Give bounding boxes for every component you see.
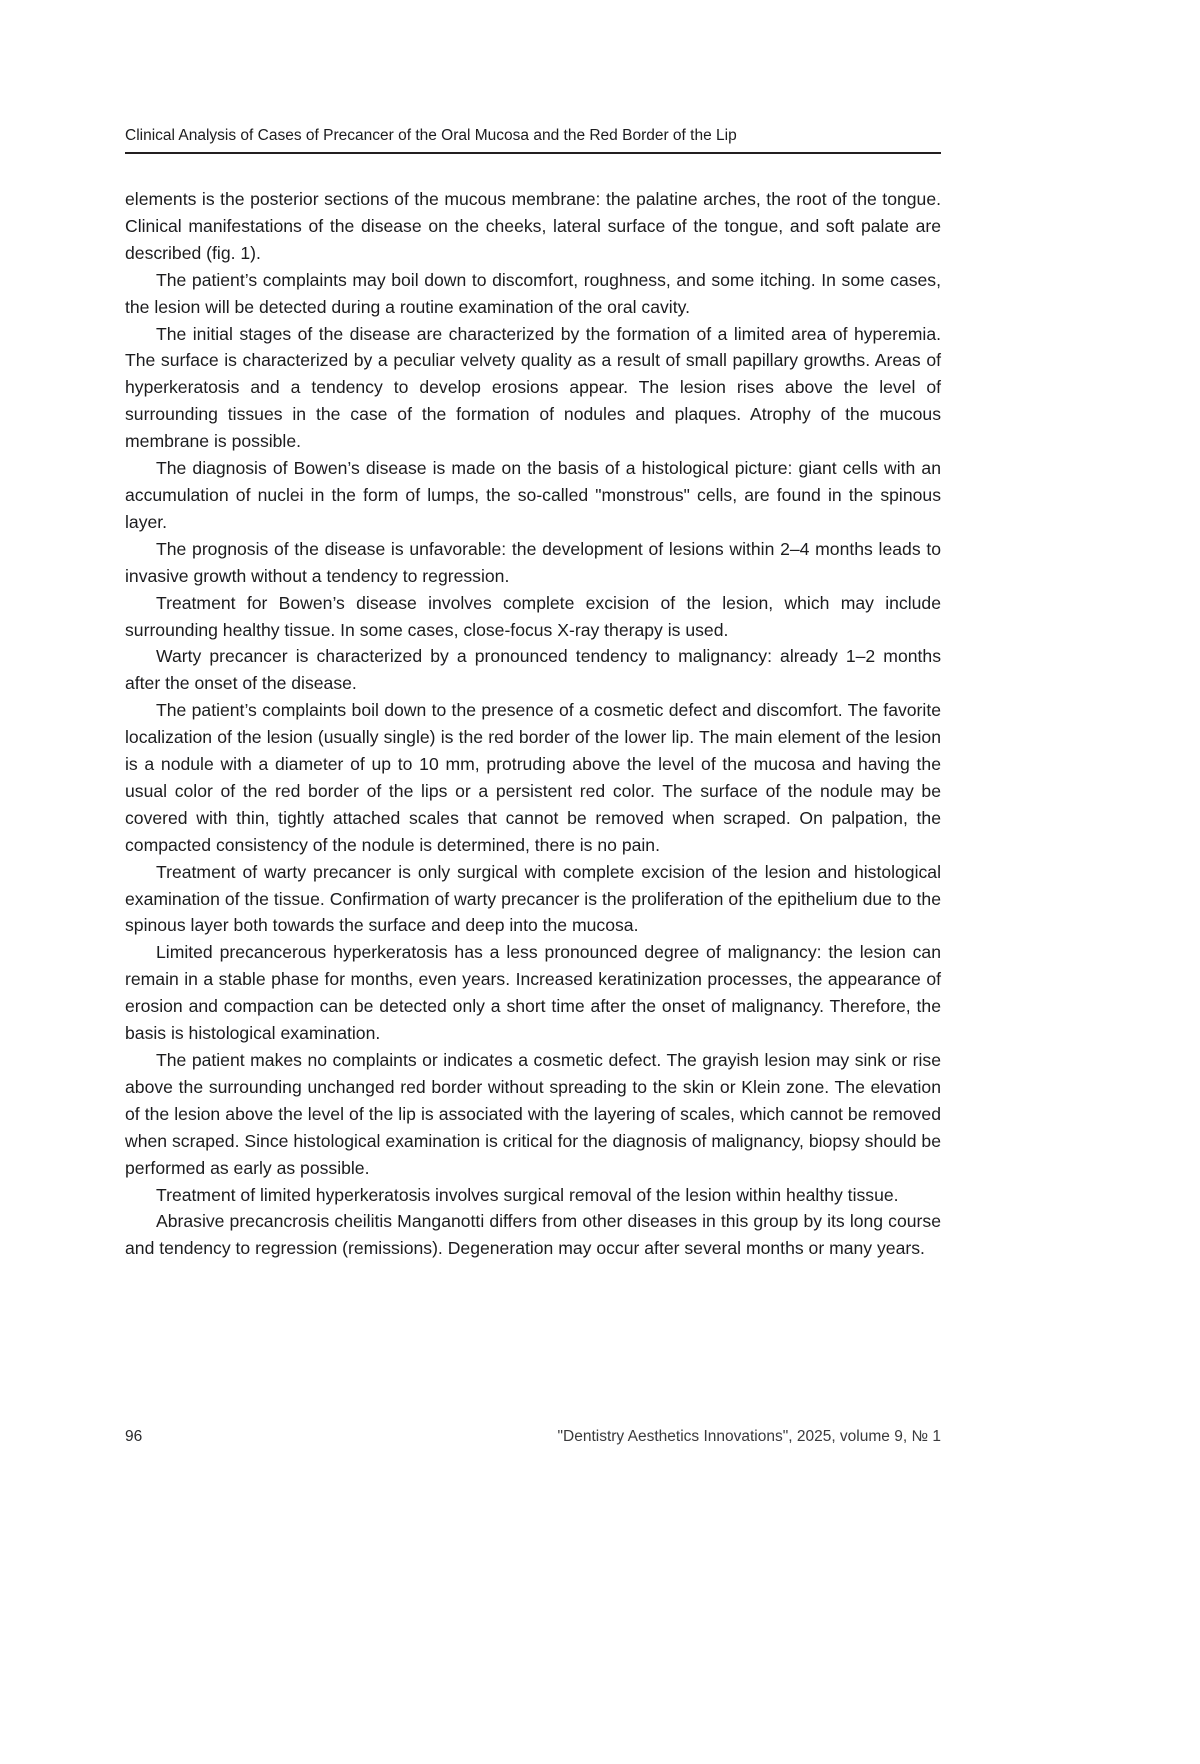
paragraph: Warty precancer is characterized by a pronounced tendency to malignancy: already 1–2 months after the onset of the disease. [125, 646, 941, 694]
paragraph: Abrasive precancrosis cheilitis Manganotti differs from other diseases in this group by its long course and tendency to regression (remissions). Degeneration may occur after several months or many years. [125, 1211, 941, 1259]
journal-info: "Dentistry Aesthetics Innovations", 2025, volume 9, № 1 [557, 1428, 941, 1445]
paragraph: The patient’s complaints may boil down to discomfort, roughness, and some itching. In some cases, the lesion will be detected during a routine examination of the oral cavity. [125, 269, 941, 317]
page-footer [125, 1428, 941, 1446]
article-body [125, 186, 941, 1262]
paragraph: The patient’s complaints boil down to the presence of a cosmetic defect and discomfort. The favorite localization of the lesion (usually single) is the red border of the lower lip. The main element of the lesion is a nodule with a diameter of up to 10 mm, protruding above the level of the mucosa and having the usual color of the red border of the lips or a persistent red color. The surface of the nodule may be covered with thin, tightly attached scales that cannot be removed when scraped. On palpation, the compacted consistency of the nodule is determined, there is no pain. [125, 700, 941, 855]
paragraph: elements is the posterior sections of the mucous membrane: the palatine arches, the root of the tongue. Clinical manifestations of the disease on the cheeks, lateral surface of the tongue, and soft palate are described (fig. 1). [125, 189, 941, 263]
paragraph: The diagnosis of Bowen’s disease is made on the basis of a histological picture: giant cells with an accumulation of nuclei in the form of lumps, the so-called "monstrous" cells, are found in the spinous layer. [125, 458, 941, 532]
paragraph: The prognosis of the disease is unfavorable: the development of lesions within 2–4 months leads to invasive growth without a tendency to regression. [125, 538, 941, 586]
paragraph: Treatment for Bowen’s disease involves complete excision of the lesion, which may include surrounding healthy tissue. In some cases, close-focus X-ray therapy is used. [125, 592, 941, 640]
paragraph: The initial stages of the disease are characterized by the formation of a limited area of hyperemia. The surface is characterized by a peculiar velvety quality as a result of small papillary growths. Areas of hyperkeratosis and a tendency to develop erosions appear. The lesion rises above the level of surrounding tissues in the case of the formation of nodules and plaques. Atrophy of the mucous membrane is possible. [125, 323, 941, 452]
paragraph: Treatment of limited hyperkeratosis involves surgical removal of the lesion within healthy tissue. [156, 1184, 899, 1205]
paragraph: Limited precancerous hyperkeratosis has a less pronounced degree of malignancy: the lesion can remain in a stable phase for months, even years. Increased keratinization processes, the appearance of erosion and compaction can be detected only a short time after the onset of malignancy. Therefore, the basis is histological examination. [125, 942, 941, 1044]
paragraph: Treatment of warty precancer is only surgical with complete excision of the lesion and histological examination of the tissue. Confirmation of warty precancer is the proliferation of the epithelium due to the spinous layer both towards the surface and deep into the mucosa. [125, 861, 941, 936]
paragraph: The patient makes no complaints or indicates a cosmetic defect. The grayish lesion may sink or rise above the surrounding unchanged red border without spreading to the skin or Klein zone. The elevation of the lesion above the level of the lip is associated with the layering of scales, which cannot be removed when scraped. Since histological examination is critical for the diagnosis of malignancy, biopsy should be performed as early as possible. [125, 1050, 941, 1178]
running-header: Clinical Analysis of Cases of Precancer of the Oral Mucosa and the Red Border of the Lip [125, 126, 941, 154]
page-number: 96 [125, 1428, 143, 1445]
